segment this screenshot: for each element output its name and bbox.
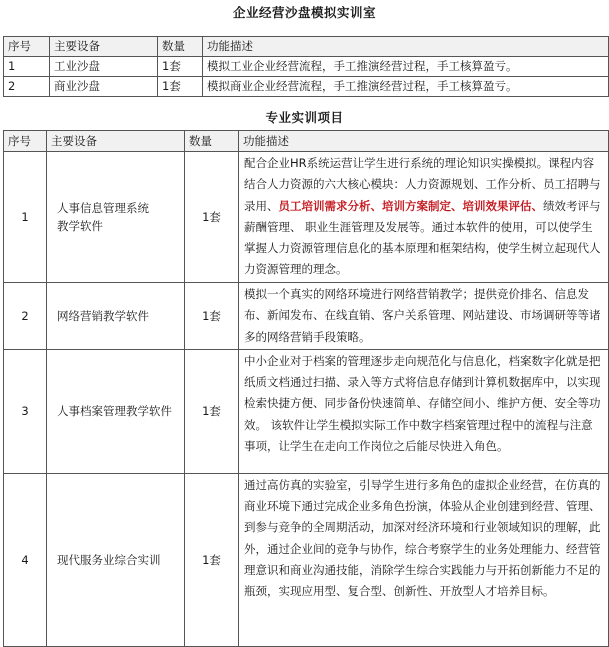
row-device: 人事档案管理教学软件: [47, 349, 185, 473]
table-header-row: [4, 131, 609, 152]
desc-text: 绩效考评与薪酬管理、 职业生涯管理及发展等。通过本软件的使用，可以使学生掌握人力资源管理信息化的基本原理和框架结构，使学生树立起现代人力资源管理的理念。: [244, 198, 601, 277]
row-qty: 1套: [185, 349, 239, 473]
training-projects-table: [3, 130, 609, 647]
row-qty: 1套: [158, 57, 203, 77]
row-device: 工业沙盘: [50, 57, 158, 77]
desc-highlight: 员工培训需求分析、培训方案制定、培训效果评估、: [278, 198, 543, 213]
header-device: 主要设备: [50, 37, 158, 57]
section2-title: 专业实训项目: [265, 110, 344, 125]
row-no: 3: [4, 349, 47, 473]
header-no: 序号: [4, 37, 50, 57]
row-device: 现代服务业综合实训: [47, 473, 185, 646]
header-no: 序号: [4, 131, 47, 152]
table-row: [4, 283, 609, 350]
row-device: [47, 152, 185, 283]
table-row: [4, 349, 609, 473]
row-device: 网络营销教学软件: [47, 283, 185, 350]
row-desc: [239, 152, 609, 283]
row-qty: 1套: [158, 77, 203, 97]
header-qty: 数量: [158, 37, 203, 57]
row-desc: 中小企业对于档案的管理逐步走向规范化与信息化，档案数字化就是把纸质文档通过扫描、录入等方式将信息存储到计算机数据库中，以实现检索快捷方便、同步备份快速简单、存储空间小、维护方便、安全等功效。 该软件让学生模拟实际工作中数字档案管理过程中的流程与注意事项，让学生在走向工作岗位之后能尽快进入角色。: [239, 349, 609, 473]
table-row: [4, 77, 609, 97]
section1-title: 企业经营沙盘模拟实训室: [232, 5, 376, 20]
table-header-row: [4, 37, 609, 57]
desc-text: 配合企业HR系统运营让学生进行系统的理论知识实操模拟。课程内容结合人力资源的六大核心模块：人力资源规划、工作分析、员工招聘与录用、: [244, 156, 601, 213]
row-desc: 模拟一个真实的网络环境进行网络营销教学；提供竞价排名、信息发布、新闻发布、在线直销、客户关系管理、网站建设、市场调研等等诸多的网络营销手段策略。: [239, 283, 609, 350]
row-desc: 模拟工业企业经营流程，手工推演经营过程，手工核算盈亏。: [203, 57, 609, 77]
row-no: 2: [4, 283, 47, 350]
device-line-1: 人事信息管理系统: [57, 201, 149, 215]
header-device: 主要设备: [47, 131, 185, 152]
row-no: 4: [4, 473, 47, 646]
row-no: 1: [4, 57, 50, 77]
sandbox-lab-table: [3, 36, 609, 97]
header-desc: 功能描述: [203, 37, 609, 57]
row-no: 2: [4, 77, 50, 97]
row-desc: 通过高仿真的实验室，引导学生进行多角色的虚拟企业经营，在仿真的商业环境下通过完成企业多角色扮演，体验从企业创建到经营、管理、到参与竞争的全周期活动，加深对经济环境和行业领域知识的理解，此外，通过企业间的竞争与协作，综合考察学生的业务处理能力、经营管理意识和商业沟通技能，消除学生综合实践能力与开拓创新能力不足的瓶颈，实现应用型、复合型、创新性、开放型人才培养目标。: [239, 473, 609, 646]
row-desc: 模拟商业企业经营流程，手工推演经营过程，手工核算盈亏。: [203, 77, 609, 97]
device-line-2: 教学软件: [57, 219, 103, 233]
table-row: [4, 152, 609, 283]
table-row: [4, 57, 609, 77]
table-row: [4, 473, 609, 646]
row-device: 商业沙盘: [50, 77, 158, 97]
row-qty: 1套: [185, 152, 239, 283]
header-qty: 数量: [185, 131, 239, 152]
row-qty: 1套: [185, 473, 239, 646]
row-no: 1: [4, 152, 47, 283]
header-desc: 功能描述: [239, 131, 609, 152]
row-qty: 1套: [185, 283, 239, 350]
